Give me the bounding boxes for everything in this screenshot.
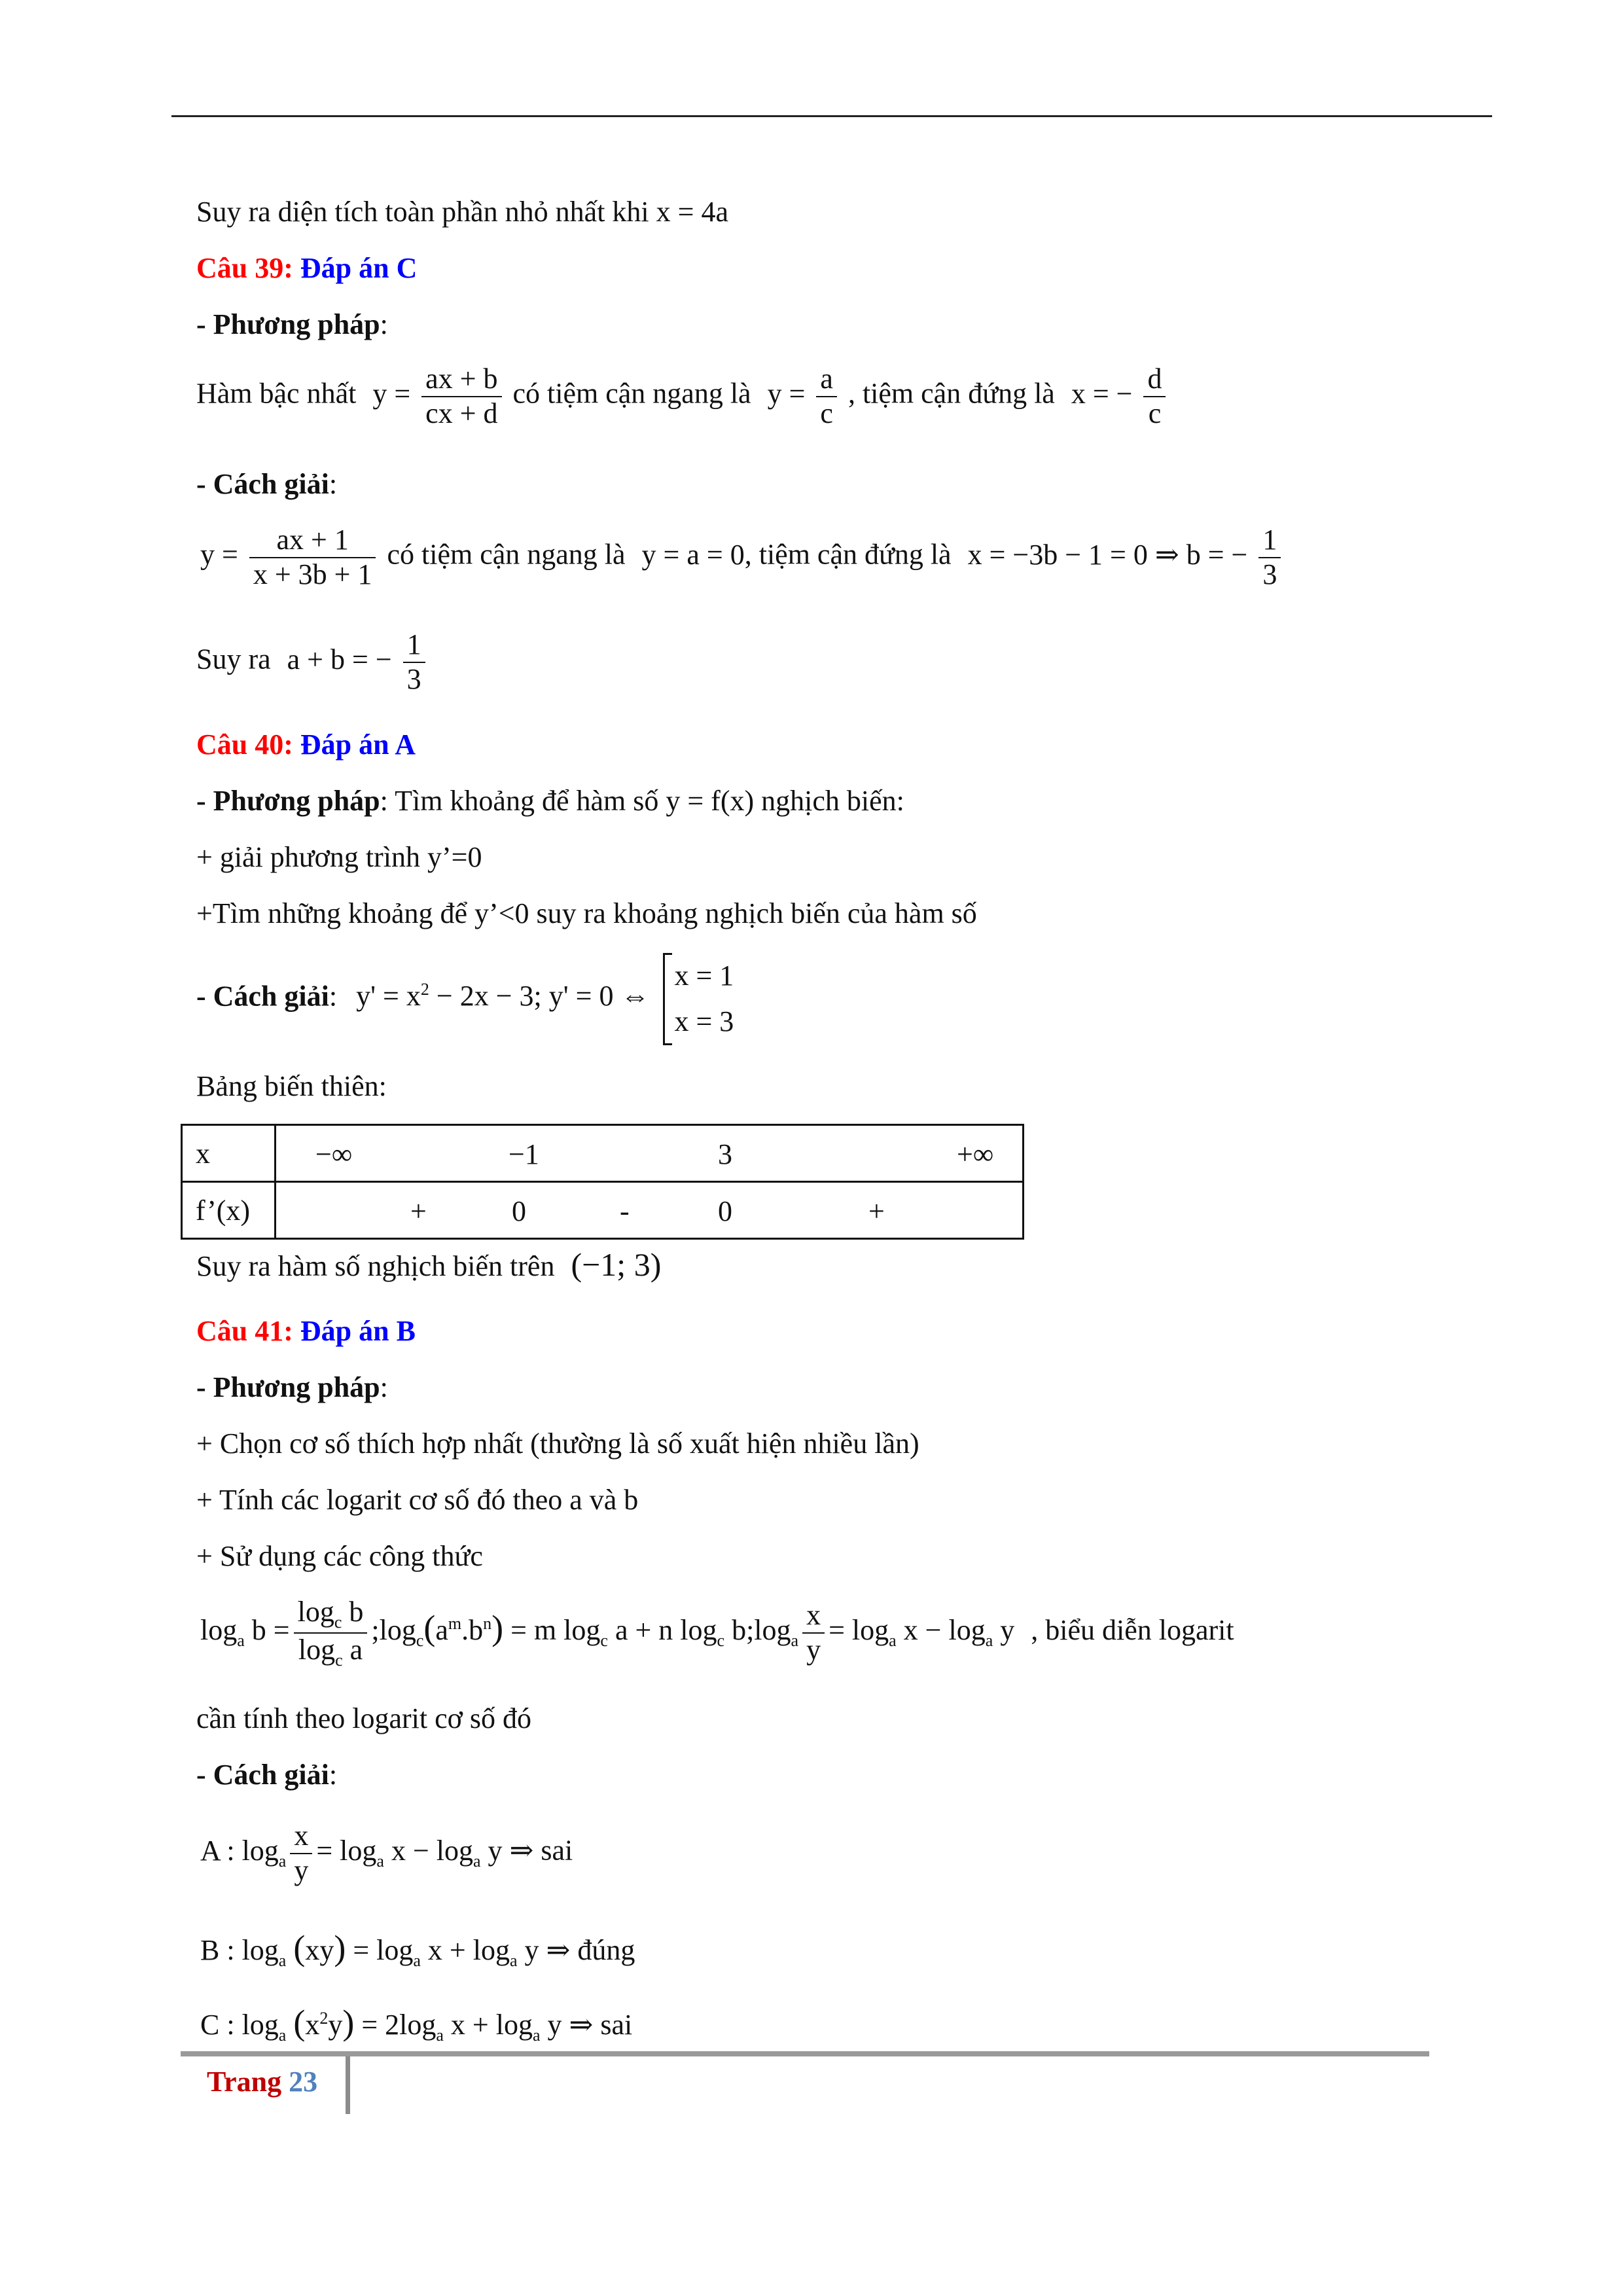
option-a-formula: A : $\log_a$ $\frac{x}{y}$ = $\log_a x - \log_a y$ (200, 1820, 503, 1886)
frac-den: 3 (406, 662, 421, 695)
x-value: −∞ (315, 1138, 353, 1170)
solution-colon: : (329, 980, 338, 1013)
q41-option-b (200, 1927, 635, 1971)
frac-den: 3 (1262, 558, 1277, 590)
q41-number: Câu 41: (196, 1315, 293, 1347)
solution-label: - Cách giải (196, 980, 329, 1013)
method-colon: : (380, 308, 388, 340)
solution-colon: : (329, 1759, 338, 1791)
deriv-exp: 2 (420, 980, 429, 999)
table-row (182, 1182, 1024, 1239)
text-ham-bac-nhat: Hàm bậc nhất (196, 377, 357, 410)
formula-suffix: , biểu diễn logarit (1031, 1613, 1234, 1646)
footer-divider (346, 2056, 350, 2114)
q40-solution (196, 953, 734, 1045)
derivative-eq (356, 980, 649, 1012)
variation-table (181, 1124, 1024, 1240)
option-c-formula: C : $\log_a (x^2y) = 2\log_a$ $x + \log_a y$ (200, 2003, 562, 2045)
deriv-a: y' = x (356, 980, 421, 1013)
fraction-one-third-2 (403, 628, 425, 696)
table-cell-x-values (276, 1125, 1024, 1182)
table-cell-x-label: x (182, 1125, 276, 1182)
q39-method-formula (196, 363, 1169, 430)
q41-solution-heading (196, 1758, 337, 1793)
q41-step1: + Chọn cơ số thích hợp nhất (thường là số xuất hiện nhiều lần) (196, 1427, 919, 1460)
math-tcn-eq: y = a = 0 (641, 538, 745, 571)
frac-num: 1 (403, 628, 425, 663)
deriv-b: − 2x − 3; y' = 0 ⇔ (429, 980, 650, 1013)
header-rule (171, 115, 1492, 117)
frac-den: c (820, 397, 833, 429)
q41-method-heading (196, 1371, 388, 1405)
q39-method-heading (196, 308, 388, 342)
q39-solution-formula (200, 524, 1285, 591)
q40-answer: Đáp án A (300, 728, 416, 761)
q41-answer: Đáp án B (300, 1315, 416, 1347)
q41-step2: + Tính các logarit cơ số đó theo a và b (196, 1484, 639, 1516)
frac-num: a (816, 363, 837, 397)
math-y-eq2: y = (767, 377, 806, 410)
fraction-one-third (1258, 524, 1281, 591)
frac-num: ax + b (421, 363, 501, 397)
q39-answer: Đáp án C (300, 252, 418, 284)
fraction-a-over-c (816, 363, 837, 430)
method-colon: : (380, 1371, 388, 1403)
root-2: x = 3 (674, 1005, 734, 1038)
sign-value: 0 (718, 1195, 732, 1227)
solution-colon: : (329, 468, 338, 500)
math-tcd-eq: x = −3b − 1 = 0 ⇒ b = − (967, 538, 1248, 571)
text-tcd2: , tiệm cận đứng là (744, 538, 952, 571)
q39-conclusion (196, 628, 429, 696)
q40-table-title: Bảng biến thiên: (196, 1070, 387, 1102)
q41-step3: + Sử dụng các công thức (196, 1540, 483, 1572)
frac-den: cx + d (425, 397, 498, 429)
text-suy-ra: Suy ra (196, 643, 271, 675)
q40-header (196, 728, 416, 762)
page-word: Trang (207, 2066, 282, 2098)
solution-label: - Cách giải (196, 1759, 329, 1791)
q41-header (196, 1314, 416, 1349)
q41-option-a (200, 1820, 573, 1887)
method-label: - Phương pháp (196, 1371, 380, 1403)
frac-den: x + 3b + 1 (253, 558, 372, 590)
root-1: x = 1 (674, 960, 734, 992)
q41-formula (200, 1596, 1234, 1670)
q41-option-c (200, 2001, 632, 2045)
solution-label: - Cách giải (196, 468, 329, 500)
q40-step2: +Tìm những khoảng để y’<0 suy ra khoảng nghịch biến của hàm số (196, 897, 977, 929)
table-cell-fx-values (276, 1182, 1024, 1239)
text-tcn: có tiệm cận ngang là (512, 377, 751, 410)
page-number-label (207, 2065, 317, 2098)
fraction-ax-b-over-cx-d (421, 363, 501, 430)
math-sum-eq: a + b = − (287, 643, 392, 675)
q40-conclusion (196, 1245, 661, 1284)
q41-formula-tail: cần tính theo logarit cơ số đó (196, 1702, 532, 1734)
q40-number: Câu 40: (196, 728, 293, 761)
sign-value: 0 (512, 1195, 526, 1227)
conclusion-text: Suy ra hàm số nghịch biến trên (196, 1250, 555, 1282)
option-c-result: ⇒ sai (569, 2009, 633, 2041)
frac-num: 1 (1258, 524, 1281, 558)
frac-den: c (1148, 397, 1162, 429)
interval: (−1; 3) (571, 1246, 662, 1283)
option-a-result: ⇒ sai (509, 1834, 573, 1867)
method-label: - Phương pháp (196, 785, 380, 817)
q39-solution-heading (196, 467, 337, 502)
text-co-tcn: có tiệm cận ngang là (387, 538, 626, 571)
fraction-ax1-over-x3b1 (249, 524, 376, 591)
log-formulas: $\log_a b$ = $\frac{\log_c b}{\log_c a}$ $;\log_c(a^m.b^n) = m$ $\log_c a + n$ $\log_c$ $b;\log_a$ $\frac{x}{y}$ = $\log_a x - \log_a y$ (200, 1596, 1015, 1670)
frac-num: ax + 1 (249, 524, 376, 558)
page-number: 23 (289, 2066, 318, 2098)
q39-header (196, 251, 417, 286)
math-x-eq: x = − (1071, 377, 1133, 410)
x-value: 3 (718, 1138, 732, 1170)
math-y-eq3: y = (200, 538, 238, 571)
option-b-formula: B : $\log_a (xy) = \log_a x + \log_a y$ (200, 1928, 539, 1970)
x-value: +∞ (957, 1138, 994, 1170)
x-value: −1 (508, 1138, 539, 1170)
option-b-result: ⇒ đúng (546, 1934, 635, 1966)
frac-num: d (1143, 363, 1166, 397)
text-tcd: , tiệm cận đứng là (847, 377, 1055, 410)
q40-method (196, 784, 904, 819)
q40-step1: + giải phương trình y’=0 (196, 841, 482, 873)
fraction-d-over-c (1143, 363, 1166, 430)
table-row (182, 1125, 1024, 1182)
q39-number: Câu 39: (196, 252, 293, 284)
method-label: - Phương pháp (196, 308, 380, 340)
method-text: : Tìm khoảng để hàm số y = f(x) nghịch biến: (380, 785, 904, 817)
footer-rule (181, 2051, 1429, 2056)
sign-value: - (620, 1195, 630, 1227)
sign-value: + (868, 1195, 885, 1227)
math-y-eq: y = (372, 377, 411, 410)
table-cell-fx-label: f’(x) (182, 1182, 276, 1239)
sign-value: + (410, 1195, 427, 1227)
roots-system (663, 953, 734, 1045)
intro-line: Suy ra diện tích toàn phần nhỏ nhất khi x = 4a (196, 196, 728, 228)
